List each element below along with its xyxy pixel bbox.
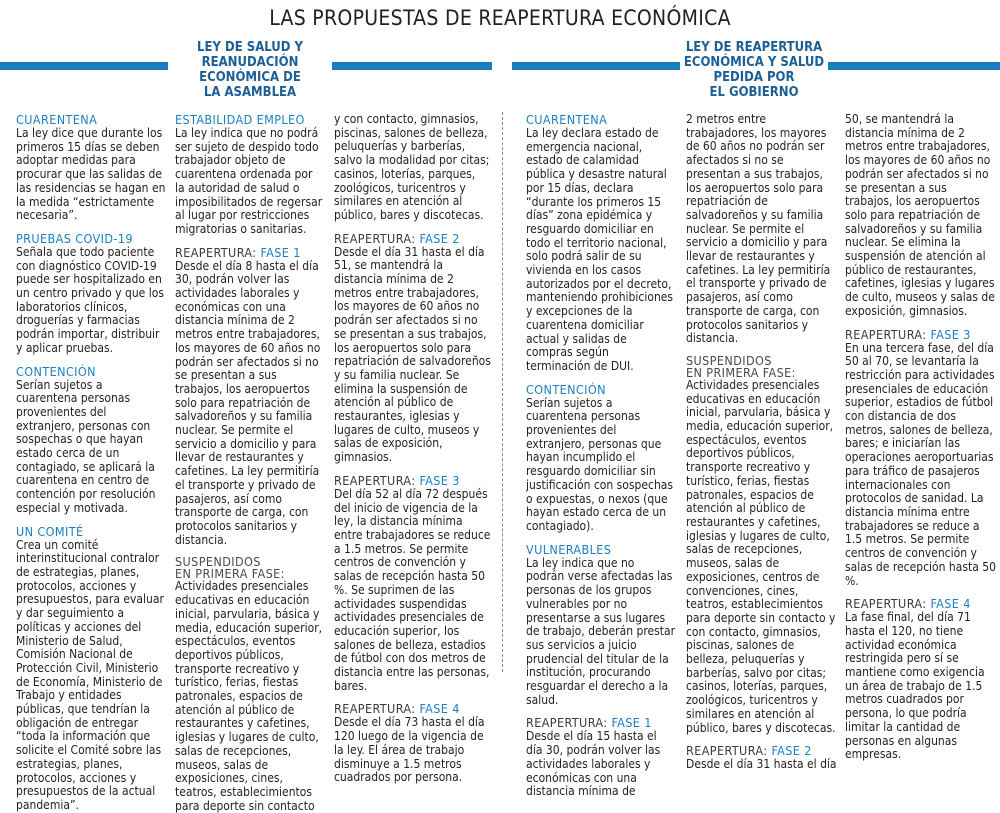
body-text: La fase final, del día 71 hasta el 120, no tiene actividad económica restringida pero sí se mantiene como exigencia un área de trabajo de 1.5 metros cuadrados por persona, lo que podría limitar la cantidad de personas en algunas empresas. <box>845 610 985 762</box>
section-bar-left-2 <box>332 62 492 70</box>
body-text: En una tercera fase, del día 50 al 70, se levantaría la restricción para actividades presenciales de educación superior, estadios de fútbol con distancia de dos metros, salones de belleza, bares; e iniciarían las operaciones aeroportuarias para tráfico de pasajeros internacionales con protocolos de sanidad. La distancia mínima entre trabajadores se reduce a 1.5 metros. Se permite centros de convención y salas de recepción hasta 50 %. <box>845 340 996 588</box>
body-text: Crea un comité interinstitucional contralor de estrategias, planes, protocolos, acciones y presupuestos, para evaluar y dar seguimiento a políticas y acciones del Ministerio de Salud, Comisión Nacional de Protección Civil, Ministerio de Economía, Ministerio de Trabajo y entidades públicas, que tendrían la obligación de entregar “toda la información que solicite el Comité sobre las estrategias, planes, protocolos, acciones y presupuestos de la actual pandemia”. <box>16 537 164 812</box>
phase-label: REAPERTURA: <box>334 472 416 488</box>
phase-number: FASE 1 <box>611 715 652 731</box>
heading-line: LEY DE REAPERTURA <box>685 40 823 55</box>
phase-number: FASE 3 <box>419 472 460 488</box>
heading-line: EN PRIMERA FASE: <box>175 566 285 582</box>
phase-number: FASE 2 <box>771 743 812 759</box>
section-heading: CUARENTENA <box>526 112 608 127</box>
phase-label: REAPERTURA: <box>526 715 608 731</box>
phase-label: REAPERTURA: <box>686 743 768 759</box>
phase-label: REAPERTURA: <box>845 596 927 612</box>
heading-line: EL GOBIERNO <box>709 85 799 100</box>
suspended-heading <box>686 352 838 380</box>
column-1 <box>16 112 166 812</box>
body-text: Desde el día 15 hasta el día 30, podrán volver las actividades laborales y económicas con una distancia mínima de <box>526 729 661 799</box>
body-text: Actividades presenciales educativas en educación inicial, parvularia, básica y media, educación superior, espectáculos, eventos deportivos públicos, transporte recreativo y turístico, ferias, fiestas patronales, espacios de atención al público de restaurantes y cafetines, iglesias y lugares de culto, salas de recepciones, museos, salas de exposiciones, cines, teatros, establecimientos para deporte sin contacto <box>175 579 323 813</box>
phase-label: REAPERTURA: <box>334 230 416 246</box>
body-text: Serían sujetos a cuarentena personas provenientes del extranjero, personas con sospechas o que hayan estado cerca de un contagiado, se aplicará la cuarentena en centro de contención por resolución especial y motivada. <box>16 377 156 515</box>
body-text: Desde el día 31 hasta el día <box>686 757 837 772</box>
section-heading: CONTENCIÓN <box>526 381 606 397</box>
right-section-heading <box>680 40 828 100</box>
column-6 <box>845 112 997 762</box>
phase-heading <box>334 232 492 246</box>
section-divider <box>502 112 503 672</box>
phase-label: REAPERTURA: <box>334 701 416 717</box>
heading-line: ECONÓMICA Y SALUD <box>683 55 825 70</box>
body-text: 2 metros entre trabajadores, los mayores de 60 años no podrán ser afectados si no se presentan a sus trabajos, los aeropuertos solo para repatriación de salvadoreños y su familia nuclear. Se permite el servicio a domicilio y para llevar de restaurantes y cafetines. La ley permitiría el transporte y privado de pasajeros, así como transporte de carga, con protocolos sanitarios y distancia. <box>686 112 831 346</box>
phase-label: REAPERTURA: <box>845 326 927 342</box>
phase-heading <box>686 744 838 758</box>
phase-number: FASE 4 <box>419 701 460 717</box>
heading-line: SUSPENDIDOS <box>175 554 261 570</box>
section-heading: UN COMITÉ <box>16 523 84 539</box>
phase-number: FASE 3 <box>930 326 971 342</box>
section-bar-left-1 <box>0 62 168 70</box>
body-text: Señala que todo paciente con diagnóstico COVID-19 puede ser hospitalizado en un centro privado y que los laboratorios clínicos, droguerías y farmacias podrán importar, distribuir y aplicar pruebas. <box>16 244 164 355</box>
body-text: Desde el día 31 hasta el día 51, se mantendrá la distancia mínima de 2 metros entre trabajadores, los mayores de 60 años no podrán ser afectados si no se presentan a sus trabajos, los aeropuertos solo para repatriación de salvadoreños y su familia nuclear. Se elimina la suspensión de atención al público de restaurantes, iglesias y lugares de culto, museos y salas de exposición, gimnasios. <box>334 244 491 465</box>
column-5 <box>686 112 838 772</box>
suspended-heading <box>175 556 325 580</box>
left-section-heading <box>170 40 330 100</box>
body-text: Del día 52 al día 72 después del inicio de vigencia de la ley, la distancia mínima entre trabajadores se reduce a 1.5 metros. Se permite centros de convención y salas de recepción hasta 50 %. Se suprimen de las actividades suspendidas actividades presenciales de educación superior, los salones de belleza, estadios de fútbol con dos metros de distancia entre las personas, bares. <box>334 486 491 693</box>
body-text: La ley dice que durante los primeros 15 días se deben adoptar medidas para procurar que las salidas de las residencias se hagan en la medida “estrictamente necesaria”. <box>16 126 166 223</box>
body-text: La ley declara estado de emergencia nacional, estado de calamidad pública y desastre natural por 15 días, declara “durante los primeros 15 días” zona epidémica y resguardo domiciliar en todo el territorio nacional, solo podrá salir de su vivienda en los casos autorizados por el decreto, manteniendo prohibiciones y excepciones de la cuarentena domiciliar actual y salidas de compras según terminación de DUI. <box>526 126 674 373</box>
body-text: Desde el día 8 hasta el día 30, podrán volver las actividades laborales y económicas con una distancia mínima de 2 metros entre trabajadores, los mayores de 60 años no podrán ser afectados si no se presentan a sus trabajos, los aeropuertos solo para repatriación de salvadoreños y su familia nuclear. Se permite el servicio a domicilio y para llevar de restaurantes y cafetines. La ley permitiría el transporte y privado de pasajeros, así como transporte de carga, con protocolos sanitarios y distancia. <box>175 258 321 547</box>
section-heading: CUARENTENA <box>16 112 98 127</box>
phase-heading <box>175 246 325 260</box>
phase-heading <box>845 597 997 611</box>
heading-line: ECONÓMICA DE <box>199 70 301 85</box>
heading-line: SUSPENDIDOS <box>686 352 772 368</box>
column-4 <box>526 112 676 799</box>
column-3 <box>334 112 492 785</box>
heading-line: EN PRIMERA FASE: <box>686 364 796 380</box>
body-text: La ley indica que no podrá ser sujeto de despido todo trabajador objeto de cuarentena ordenada por la autoridad de salud o imposibilitados de regersar al lugar por restricciones migratorias o sanitarias. <box>175 126 323 236</box>
heading-line: LEY DE SALUD Y <box>197 40 303 55</box>
phase-label: REAPERTURA: <box>175 244 257 260</box>
phase-heading <box>526 716 676 730</box>
heading-line: REANUDACIÓN <box>201 55 299 70</box>
body-text: 50, se mantendrá la distancia mínima de 2 metros entre trabajadores, los mayores de 60 años no podrán ser afectados si no se presentan a sus trabajos, los aeropuertos solo para repatriación de salvadoreños y su familia nuclear. Se elimina la suspensión de atención al público de restaurantes, cafetines, iglesias y lugares de culto, museos y salas de exposición, gimnasios. <box>845 112 995 318</box>
heading-line: PEDIDA POR <box>713 70 795 85</box>
phase-number: FASE 4 <box>930 596 971 612</box>
body-text: Desde el día 73 hasta el día 120 luego de la vigencia de la ley. El área de trabajo disminuye a 1.5 metros cuadrados por persona. <box>334 715 485 785</box>
phase-number: FASE 1 <box>260 244 301 260</box>
section-bar-right-1 <box>512 62 680 70</box>
page-title: LAS PROPUESTAS DE REAPERTURA ECONÓMICA <box>269 6 731 30</box>
section-heading: ESTABILIDAD EMPLEO <box>175 112 305 127</box>
body-text: La ley indica que no podrán verse afectadas las personas de los grupos vulnerables por no presentarse a sus lugares de trabajo, deberán prestar sus servicios a juicio prudencial del titular de la institución, procurando resguardar el derecho a la salud. <box>526 555 676 707</box>
body-text: Serían sujetos a cuarentena personas provenientes del extranjero, personas que hayan incumplido el resguardo domiciliar sin justificación con sospechas o expuestas, o nexos (que hayan estado cerca de un contagiado). <box>526 395 674 533</box>
section-heading: VULNERABLES <box>526 541 612 557</box>
column-2 <box>175 112 325 813</box>
body-text: Actividades presenciales educativas en educación inicial, parvularia, básica y media, educación superior, espectáculos, eventos deportivos públicos, transporte recreativo y turístico, ferias, fiestas patronales, espacios de atención al público de restaurantes y cafetines, iglesias y lugares de culto, salas de recepciones, museos, salas de exposiciones, centros de convenciones, cines, teatros, establecimientos para deporte sin contacto y con contacto, gimnasios, piscinas, salones de belleza, peluquerías y barberías, salvo por citas; casinos, loterías, parques, zoológicos, turicentros y similares en atención al público, bares y discotecas. <box>686 377 836 735</box>
heading-line: LA ASAMBLEA <box>203 85 297 100</box>
phase-heading <box>845 328 997 342</box>
body-text: y con contacto, gimnasios, piscinas, salones de belleza, peluquerías y barberías, salvo la modalidad por citas; casinos, loterías, parques, zoológicos, turicentros y similares en atención al público, bares y discotecas. <box>334 112 490 222</box>
section-heading: CONTENCIÓN <box>16 363 96 379</box>
section-bar-right-2 <box>828 62 1000 70</box>
section-heading: PRUEBAS COVID-19 <box>16 230 133 246</box>
phase-number: FASE 2 <box>419 230 460 246</box>
phase-heading <box>334 474 492 488</box>
phase-heading <box>334 702 492 716</box>
